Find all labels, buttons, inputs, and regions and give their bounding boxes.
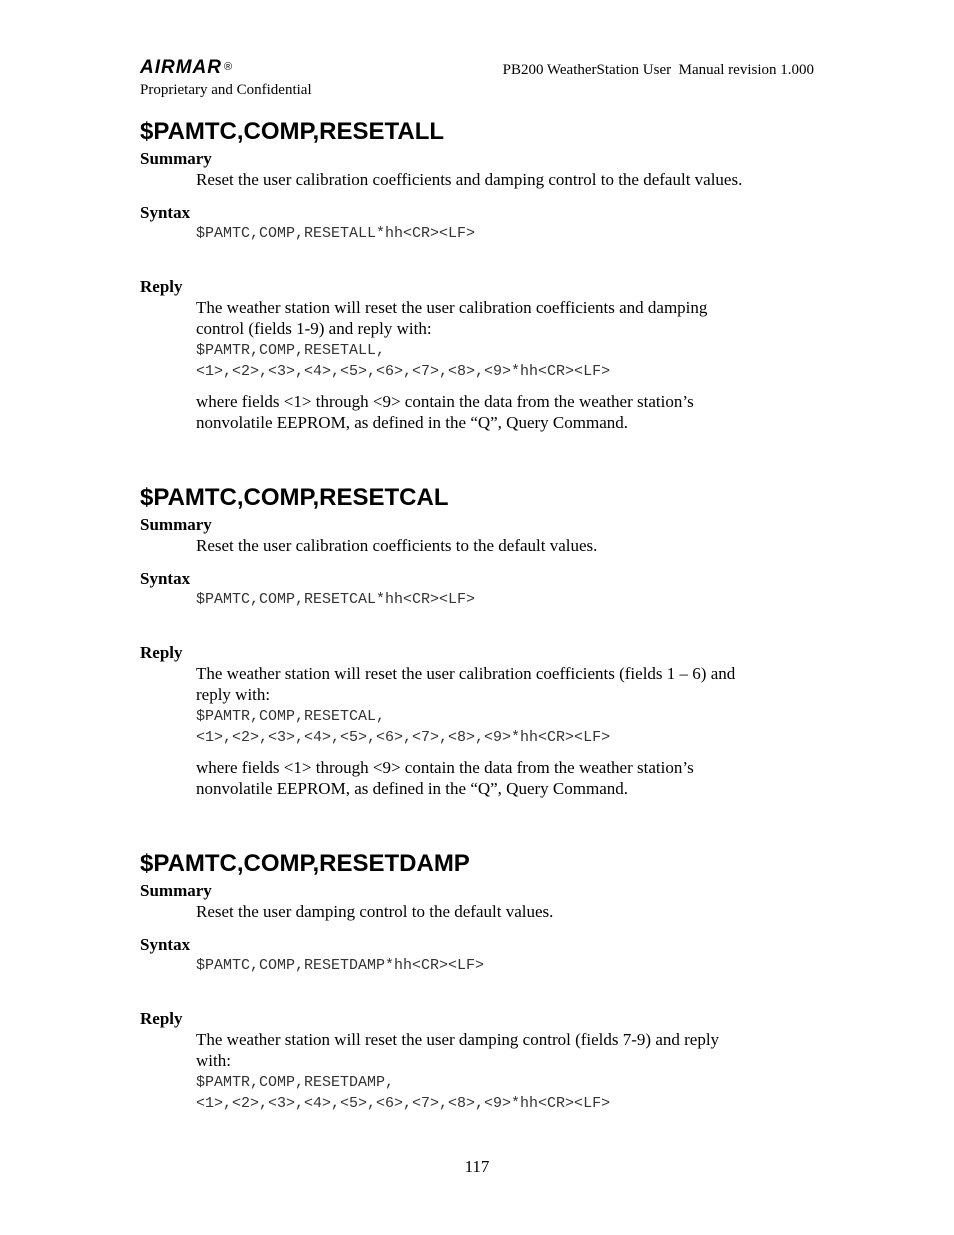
reply-label: Reply <box>140 1008 183 1028</box>
reply-label: Reply <box>140 276 183 296</box>
section-resetdamp <box>140 850 820 1114</box>
reply-text-line: The weather station will reset the user calibration coefficients (fields 1 – 6) and <box>196 663 736 683</box>
note-text-line: where fields <1> through <9> contain the data from the weather station’s <box>196 757 694 777</box>
reply-text-line: reply with: <box>196 685 271 704</box>
reply-code-line: <1>,<2>,<3>,<4>,<5>,<6>,<7>,<8>,<9>*hh<CR><LF> <box>196 728 611 746</box>
syntax-code: $PAMTC,COMP,RESETALL*hh<CR><LF> <box>196 224 476 242</box>
reply-code-line: $PAMTR,COMP,RESETDAMP, <box>196 1073 395 1091</box>
summary-text: Reset the user damping control to the default values. <box>196 902 554 921</box>
confidentiality-note: Proprietary and Confidential <box>140 82 312 98</box>
airmar-logo <box>140 57 233 79</box>
syntax-code: $PAMTC,COMP,RESETCAL*hh<CR><LF> <box>196 590 476 608</box>
syntax-label: Syntax <box>140 202 191 222</box>
note-text-line: where fields <1> through <9> contain the data from the weather station’s <box>196 391 694 411</box>
note-text-line: nonvolatile EEPROM, as defined in the “Q”, Query Command. <box>196 779 628 798</box>
syntax-label: Syntax <box>140 568 191 588</box>
page-header <box>140 56 820 102</box>
reply-text-line: The weather station will reset the user calibration coefficients and damping <box>196 297 708 317</box>
logo-text: AIRMAR <box>140 57 222 78</box>
section-resetall <box>140 118 820 434</box>
reply-code-line: <1>,<2>,<3>,<4>,<5>,<6>,<7>,<8>,<9>*hh<CR><LF> <box>196 362 611 380</box>
reply-code-line: $PAMTR,COMP,RESETCAL, <box>196 707 386 725</box>
section-resetcal <box>140 484 820 800</box>
reply-label: Reply <box>140 642 183 662</box>
reply-text-line: The weather station will reset the user damping control (fields 7-9) and reply <box>196 1029 720 1049</box>
document-title: PB200 WeatherStation User Manual revision 1.000 <box>502 62 814 78</box>
registered-mark: ® <box>224 61 234 73</box>
page-number: 117 <box>464 1157 490 1176</box>
section-heading: $PAMTC,COMP,RESETCAL <box>140 484 449 511</box>
reply-text-line: control (fields 1-9) and reply with: <box>196 319 432 338</box>
section-heading: $PAMTC,COMP,RESETALL <box>140 118 445 145</box>
reply-code-line: <1>,<2>,<3>,<4>,<5>,<6>,<7>,<8>,<9>*hh<CR><LF> <box>196 1094 611 1112</box>
reply-code-line: $PAMTR,COMP,RESETALL, <box>196 341 386 359</box>
summary-text: Reset the user calibration coefficients and damping control to the default values. <box>196 170 743 189</box>
summary-label: Summary <box>140 149 212 168</box>
section-heading: $PAMTC,COMP,RESETDAMP <box>140 850 470 877</box>
summary-label: Summary <box>140 515 212 534</box>
summary-text: Reset the user calibration coefficients to the default values. <box>196 536 598 555</box>
note-text-line: nonvolatile EEPROM, as defined in the “Q”, Query Command. <box>196 413 628 432</box>
syntax-label: Syntax <box>140 934 191 954</box>
reply-text-line: with: <box>196 1051 231 1070</box>
summary-label: Summary <box>140 881 212 900</box>
syntax-code: $PAMTC,COMP,RESETDAMP*hh<CR><LF> <box>196 956 485 974</box>
